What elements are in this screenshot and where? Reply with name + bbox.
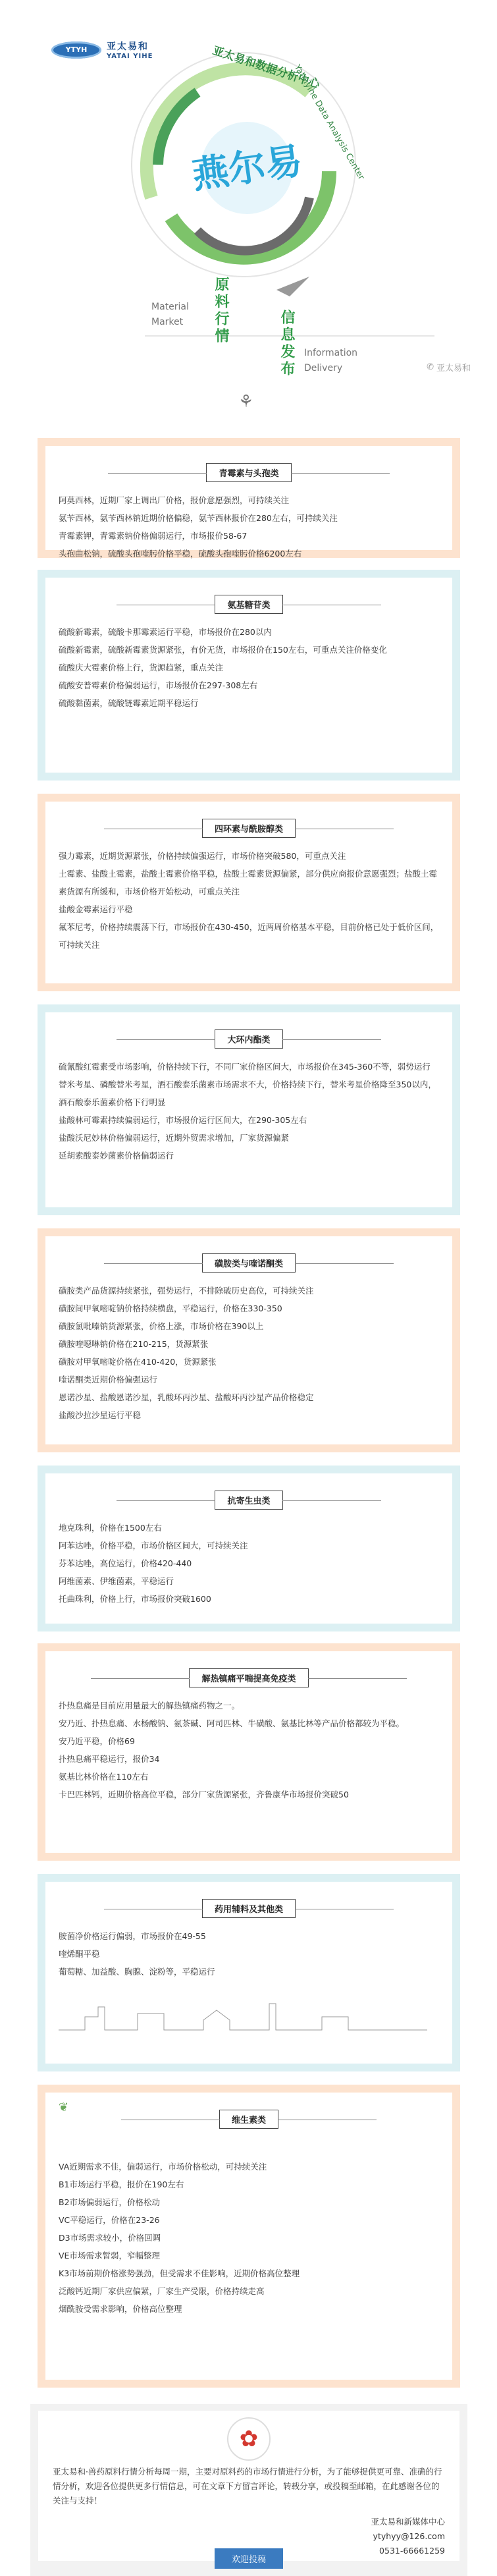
hero-left-en-1: Material	[151, 302, 189, 312]
center-title-cn: 亚太易和数据分析中心	[211, 44, 322, 92]
brand-logo[interactable]	[51, 40, 153, 60]
skyline-decoration	[59, 1994, 427, 2033]
list-item: 阿维菌素、伊维菌素，平稳运行	[59, 1576, 174, 1586]
list-item: 盐酸沙拉沙星运行平稳	[59, 1410, 142, 1420]
list-item: 硫酸庆大霉素价格上行，货源趋紧，重点关注	[59, 663, 224, 672]
list-item: 扑热息痛是目前应用量最大的解热镇痛药物之一。	[59, 1701, 240, 1711]
section-penicillin	[38, 438, 460, 558]
list-item: 硫酸新霉素，硫酸新霉素货源紧张，有价无货，市场报价在150左右，可重点关注价格变化	[59, 645, 387, 655]
center-title-en: Yataiyihe Data Analysis Center	[292, 63, 367, 182]
list-item: D3市场需求较小，价格回调	[59, 2233, 161, 2243]
section-title: 磺胺类与喹诺酮类	[202, 1253, 296, 1273]
list-item: 磺胺喹噁啉钠价格在210-215，货源紧张	[59, 1339, 209, 1349]
section-title: 药用辅料及其他类	[202, 1899, 296, 1918]
section-title: 四环素与酰胺醇类	[202, 819, 296, 838]
hero-right-cn: 信息发布	[278, 310, 295, 378]
section-antiparasitic	[38, 1466, 460, 1631]
list-item: 阿苯达唑，价格平稳，市场价格区间大，可持续关注	[59, 1541, 248, 1550]
windmill-icon: ⚘	[238, 392, 254, 412]
section-title: 抗寄生虫类	[215, 1491, 282, 1510]
chat-icon: ✆	[427, 362, 434, 372]
section-title: 青霉素与头孢类	[206, 463, 291, 482]
list-item: 葡萄糖、加益酸、胸腺、淀粉等，平稳运行	[59, 1967, 215, 1977]
list-item: B1市场运行平稳，报价在190左右	[59, 2179, 184, 2189]
submit-article-button[interactable]: 欢迎投稿	[215, 2548, 283, 2569]
section-tetracycline	[38, 794, 460, 991]
list-item: 恩诺沙星、盐酸恩诺沙星，乳酸环丙沙星、盐酸环丙沙星产品价格稳定	[59, 1392, 314, 1402]
contact-name: 亚太易和新媒体中心	[371, 2517, 445, 2527]
list-item: 氟苯尼考，价格持续震荡下行，市场报价在430-450，近两周价格基本平稳，目前价格已处于低价区间，可持续关注	[59, 922, 439, 950]
section-macrolide	[38, 1004, 460, 1215]
list-item: 磺胺氯吡嗪钠货源紧张，价格上涨，市场价格在390以上	[59, 1321, 264, 1331]
carnation-icon: ✿	[227, 2417, 271, 2461]
brand-name-en: YATAI YIHE	[107, 53, 153, 60]
hero-left-cn: 原料行情	[213, 277, 229, 345]
list-item: 硫酸新霉素，硫酸卡那霉素运行平稳，市场报价在280以内	[59, 627, 272, 637]
contact-email[interactable]: ytyhyy@126.com	[373, 2531, 445, 2541]
hero-banner	[0, 0, 497, 422]
section-title: 大环内酯类	[215, 1029, 282, 1049]
hero-left-en-2: Market	[151, 317, 184, 327]
list-item: 土霉素、盐酸土霉素，盐酸土霉素价格平稳，盐酸土霉素货源偏紧，部分供应商报价意愿强烈；盐酸土霉素货源有所缓和，市场价格开始松动，可重点关注	[59, 869, 438, 896]
footer-intro: 亚太易和·兽药原料行情分析每周一期，主要对原料药的市场行情进行分析，为了能够提供更可靠、准确的行情分析，欢迎各位提供更多行情信息，可在文章下方留言评论，转载分享，或投稿至邮箱，在此感谢各位的关注与支持！	[53, 2467, 442, 2506]
list-item: 喹诺酮类近期价格偏强运行	[59, 1375, 158, 1384]
list-item: 磺胺对甲氧嘧啶价格在410-420，货源紧张	[59, 1357, 217, 1367]
list-item: VA近期需求不佳，偏弱运行，市场价格松动，可持续关注	[59, 2162, 267, 2172]
list-item: VC平稳运行，价格在23-26	[59, 2215, 160, 2225]
list-item: 磺胺类产品货源持续紧张，强势运行，不排除破历史高位，可持续关注	[59, 1286, 314, 1296]
contact-phone[interactable]: 0531-66661259	[379, 2546, 445, 2556]
list-item: 芬苯达唑，高位运行，价格420-440	[59, 1558, 192, 1568]
list-item: 青霉素钾，青霉素钠价格偏弱运行，市场报价58-67	[59, 531, 248, 541]
brand-name-cn: 亚太易和	[107, 41, 149, 52]
list-item: 扑热息痛平稳运行，报价34	[59, 1754, 160, 1764]
section-title: 解热镇痛平喘提高免疫类	[189, 1668, 308, 1687]
list-item: 盐酸林可霉素持续偏弱运行，市场报价运行区间大，在290-305左右	[59, 1115, 307, 1125]
list-item: 盐酸金霉素运行平稳	[59, 904, 133, 914]
section-sulfonamide	[38, 1228, 460, 1452]
list-item: 磺胺间甲氧嘧啶钠价格持续横盘，平稳运行，价格在330-350	[59, 1303, 282, 1313]
section-aminoglycoside	[38, 570, 460, 781]
list-item: 替米考星、磷酸替米考星，酒石酸泰乐菌素市场需求不大，价格持续下行，替米考星价格降至350以内，酒石酸泰乐菌素价格下行明显	[59, 1080, 436, 1107]
list-item: 硫酸安普霉素价格偏弱运行，市场报价在297-308左右	[59, 680, 258, 690]
list-item: 盐酸沃尼妙林价格偏弱运行，近期外贸需求增加，厂家货源偏紧	[59, 1133, 290, 1143]
list-item: 硫酸黏菌素，硫酸链霉素近期平稳运行	[59, 698, 199, 708]
section-vitamin	[38, 2085, 460, 2388]
list-item: 地克珠利，价格在1500左右	[59, 1523, 162, 1533]
list-item: 烟酰胺受需求影响，价格高位整理	[59, 2304, 182, 2314]
list-item: B2市场偏弱运行，价格松动	[59, 2197, 161, 2207]
sprout-icon: ❦	[59, 2100, 69, 2114]
list-item: 安乃近平稳，价格69	[59, 1736, 135, 1746]
footer	[30, 2404, 467, 2576]
list-item: 头孢曲松钠，硫酸头孢喹肟价格平稳，硫酸头孢喹肟价格6200左右	[59, 549, 302, 559]
list-item: 喹烯酮平稳	[59, 1949, 100, 1959]
list-item: K3市场前期价格涨势强劲，但受需求不佳影响，近期价格高位整理	[59, 2268, 300, 2278]
list-item: 硫氰酸红霉素受市场影响，价格持续下行，不同厂家价格区间大，市场报价在345-360不等，弱势运行	[59, 1062, 431, 1072]
list-item: VE市场需求暂弱，窄幅整理	[59, 2251, 160, 2261]
svg-text:燕尔易: 燕尔易	[189, 139, 305, 198]
hero-right-en-1: Information	[304, 348, 358, 358]
list-item: 氨苄西林，氨苄西林钠近期价格偏稳，氨苄西林报价在280左右，可持续关注	[59, 513, 338, 523]
corner-brand-label: 亚太易和	[436, 364, 471, 373]
list-item: 托曲珠利，价格上行，市场报价突破1600	[59, 1594, 211, 1604]
section-antipyretic	[38, 1643, 460, 1861]
section-title: 维生素类	[219, 2110, 278, 2129]
ytyh-logo-icon: YTYH	[51, 41, 101, 59]
list-item: 胺菌净价格运行偏弱，市场报价在49-55	[59, 1931, 206, 1941]
section-excipient	[38, 1874, 460, 2071]
hero-right-en-2: Delivery	[304, 363, 343, 373]
list-item: 泛酸钙近期厂家供应偏紧，厂家生产受限，价格持续走高	[59, 2286, 265, 2296]
list-item: 阿莫西林，近期厂家上调出厂价格，报价意愿强烈，可持续关注	[59, 495, 290, 505]
list-item: 卡巴匹林钙，近期价格高位平稳，部分厂家货源紧张，齐鲁康华市场报价突破50	[59, 1790, 349, 1799]
corner-brand	[427, 361, 471, 373]
list-item: 安乃近、扑热息痛、水杨酸钠、氨茶碱、阿司匹林、牛磺酸、氨基比林等产品价格都较为平稳。	[59, 1718, 405, 1728]
list-item: 延胡索酸泰妙菌素价格偏弱运行	[59, 1151, 174, 1161]
section-title: 氨基糖苷类	[215, 595, 282, 614]
list-item: 氨基比林价格在110左右	[59, 1772, 149, 1782]
list-item: 强力霉素，近期货源紧张，价格持续偏强运行，市场价格突破580，可重点关注	[59, 851, 346, 861]
